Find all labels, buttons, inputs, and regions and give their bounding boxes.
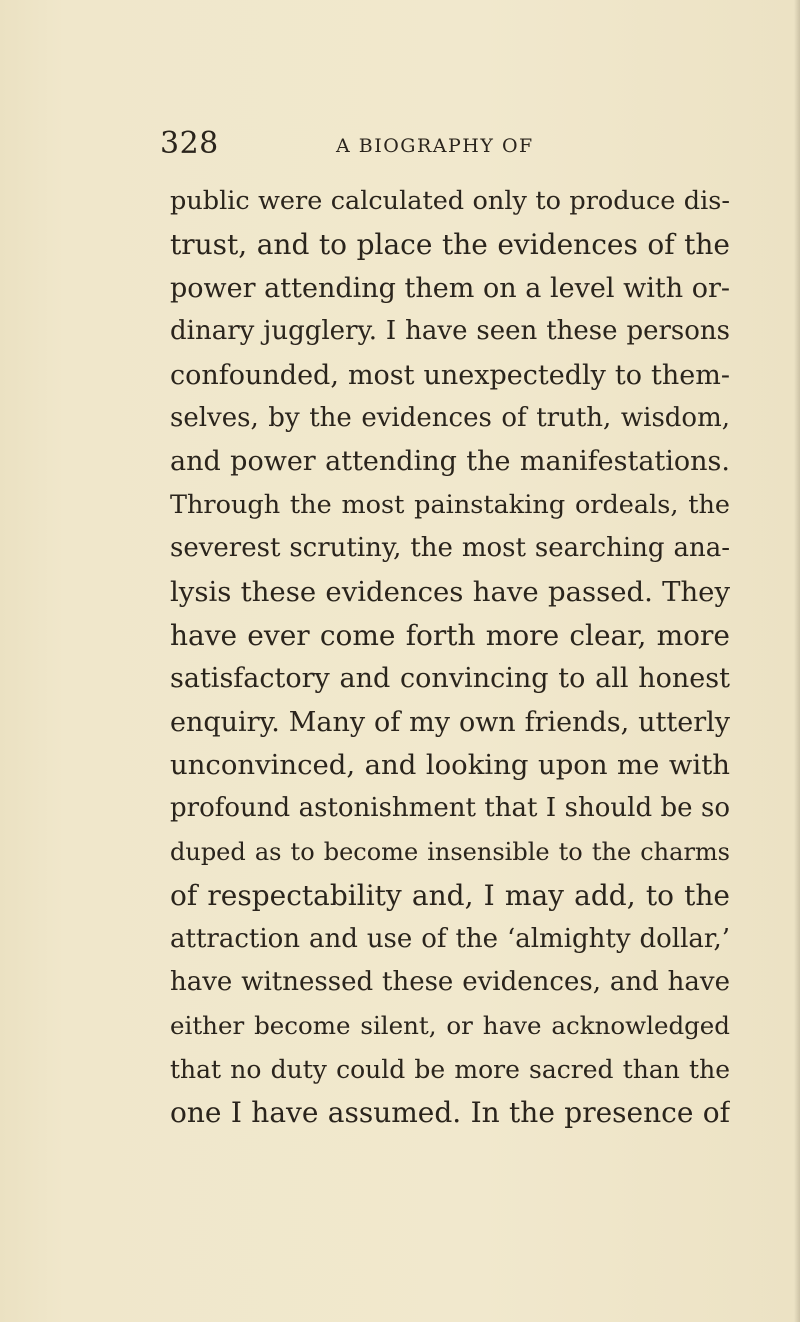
text-line: satisfactory and convincing to all honest <box>170 663 730 695</box>
text-line: that no duty could be more sacred than the <box>170 1054 730 1084</box>
text-line: public were calculated only to produce dis- <box>170 186 730 216</box>
text-line: severest scrutiny, the most searching ana- <box>170 533 730 564</box>
text-line: Through the most painstaking ordeals, the <box>170 489 730 520</box>
body-text <box>170 180 730 1135</box>
page-header <box>160 126 720 166</box>
text-line: enquiry. Many of my own friends, utterly <box>170 706 730 738</box>
text-line: duped as to become insensible to the charms <box>170 837 730 866</box>
text-line: dinary jugglery. I have seen these persons <box>170 316 730 347</box>
page-number: 328 <box>160 126 219 161</box>
text-line: trust, and to place the evidences of the <box>170 228 730 262</box>
text-line: lysis these evidences have passed. They <box>170 575 730 608</box>
running-head: A BIOGRAPHY OF <box>336 135 534 157</box>
page-edge-shadow <box>794 0 800 1322</box>
text-line: selves, by the evidences of truth, wisdom, <box>170 402 730 433</box>
text-line: either become silent, or have acknowledged <box>170 1011 730 1041</box>
text-line: have ever come forth more clear, more <box>170 618 730 652</box>
text-line: power attending them on a level with or- <box>170 272 730 304</box>
text-line: confounded, most unexpectedly to them- <box>170 359 730 391</box>
text-line: have witnessed these evidences, and have <box>170 967 730 998</box>
text-line: profound astonishment that I should be so <box>170 793 730 824</box>
text-line: and power attending the manifestations. <box>170 446 730 478</box>
text-line: attraction and use of the ‘almighty dollar,’ <box>170 923 730 954</box>
text-line: of respectability and, I may add, to the <box>170 879 730 913</box>
text-line: one I have assumed. In the presence of <box>170 1096 730 1130</box>
text-line: unconvinced, and looking upon me with <box>170 749 730 782</box>
